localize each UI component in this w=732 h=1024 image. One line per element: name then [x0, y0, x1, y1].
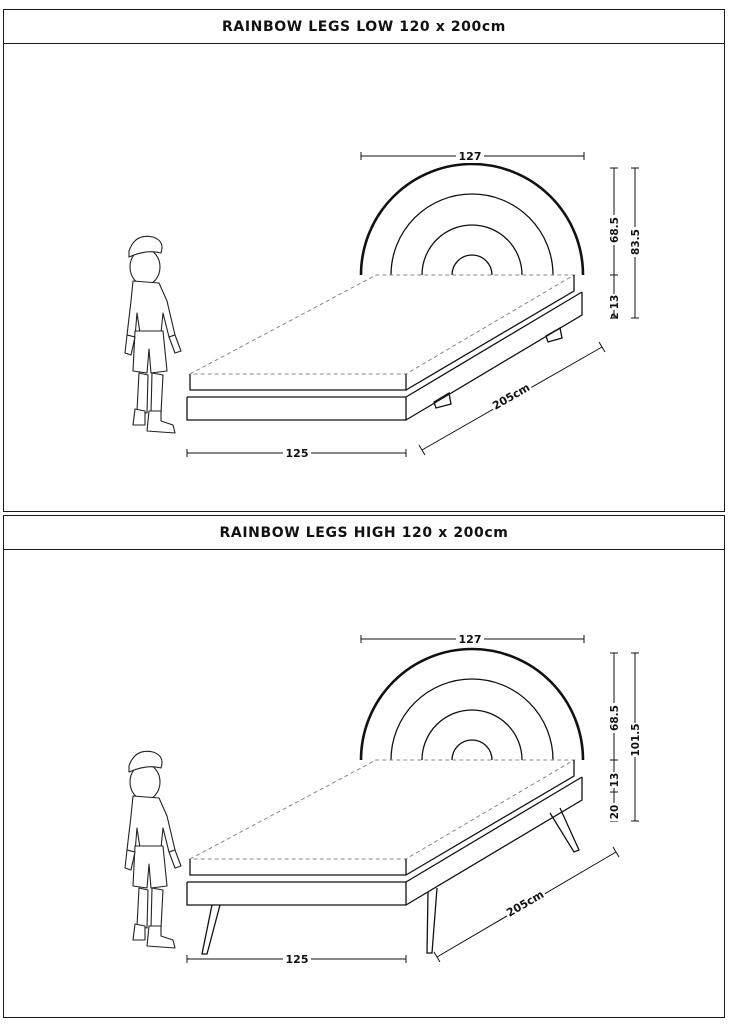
dimension-bed-width — [187, 445, 406, 460]
bed-frame — [187, 777, 582, 905]
headboard-height-label: 68.5 — [609, 705, 621, 731]
dimension-bed-length — [419, 342, 605, 455]
mattress — [190, 275, 574, 390]
headboard-height-label: 68.5 — [609, 217, 621, 243]
bed-length-label: 205cm — [490, 380, 533, 413]
bed-legs — [202, 808, 579, 954]
panel-title: RAINBOW LEGS HIGH 120 x 200cm — [219, 524, 509, 541]
dimension-headboard-width — [361, 631, 584, 646]
bed-drawing-low — [4, 44, 724, 511]
frame-height-label: 13 — [609, 294, 621, 310]
child-figure — [125, 751, 181, 948]
panel-rainbow-legs-high — [3, 515, 725, 1018]
headboard-width-label: 127 — [458, 633, 482, 646]
bed-length-label: 205cm — [504, 887, 547, 920]
frame-height-label: 13 — [609, 772, 621, 788]
total-height-label: 83.5 — [630, 229, 642, 255]
child-figure — [125, 236, 181, 433]
dimension-headboard-width — [361, 148, 584, 163]
dimension-bed-length — [434, 847, 619, 962]
dimension-heights — [607, 653, 642, 821]
rainbow-headboard — [361, 164, 583, 275]
leg-height-label: 2 — [610, 312, 621, 320]
leg-height-label: 20 — [609, 804, 621, 820]
panel-title: RAINBOW LEGS LOW 120 x 200cm — [222, 18, 506, 35]
bed-drawing-high — [4, 550, 724, 1017]
headboard-width-label: 127 — [458, 150, 482, 163]
mattress — [190, 760, 574, 875]
dimension-bed-width — [187, 951, 406, 966]
panel-header — [4, 10, 724, 44]
total-height-label: 101.5 — [630, 723, 642, 757]
bed-width-label: 125 — [285, 953, 309, 966]
bed-width-label: 125 — [285, 447, 309, 460]
rainbow-headboard — [361, 649, 583, 760]
panel-header — [4, 516, 724, 550]
bed-frame — [187, 292, 582, 420]
dimension-heights — [607, 168, 642, 319]
panel-rainbow-legs-low — [3, 9, 725, 512]
